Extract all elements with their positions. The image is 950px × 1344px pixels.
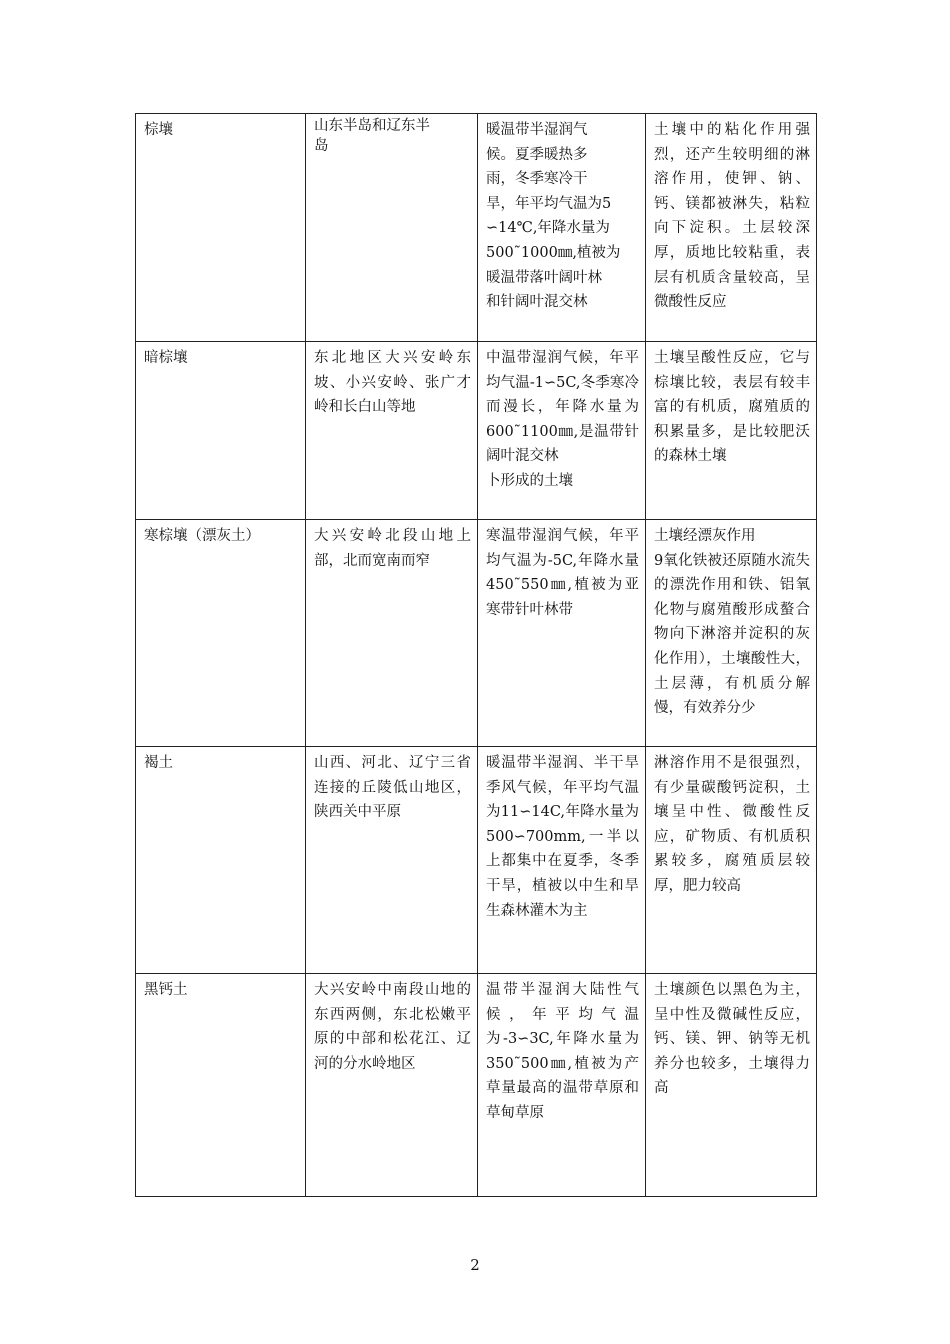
region-cell: 大兴安岭北段山地上部，北而宽南而窄 <box>306 520 478 747</box>
table-row <box>136 342 817 520</box>
soil-types-table <box>135 113 817 1197</box>
table-row <box>136 114 817 342</box>
climate-cell: 暖温带半湿润、半干旱季风气候，年平均气温为11∽14C,年降水量为500∽700mm,一半以上都集中在夏季，冬季干旱，植被以中生和旱生森林灌木为主 <box>478 747 646 974</box>
page-number: 2 <box>470 1256 480 1274</box>
feature-cell: 土壤颜色以黑色为主，呈中性及微碱性反应，钙、镁、钾、钠等无机养分也较多，土壤得力高 <box>646 974 817 1197</box>
climate-cell: 暖温带半湿润气 候。夏季暖热多 雨，冬季寒冷干 旱，年平均气温为5 ∽14℃,年降水量为 500˜1000㎜,植被为 暖温带落叶阔叶林 和针阔叶混交林 <box>478 114 646 342</box>
soil-name-cell: 暗棕壤 <box>136 342 306 520</box>
climate-cell: 寒温带湿润气候，年平均气温为-5C,年降水量450˜550㎜,植被为亚寒带针叶林带 <box>478 520 646 747</box>
climate-cell: 中温带湿润气候，年平均气温-1∽5C,冬季寒冷而漫长，年降水量为600˜1100㎜,是温带针阔叶混交林 卜形成的土壤 <box>478 342 646 520</box>
table-row <box>136 747 817 974</box>
region-cell: 大兴安岭中南段山地的东西两侧，东北松嫩平原的中部和松花江、辽河的分水岭地区 <box>306 974 478 1197</box>
feature-cell: 土壤中的粘化作用强烈，还产生较明细的淋溶作用，使钾、钠、钙、镁都被淋失，粘粒向下淀积。土层较深厚，质地比较粘重，表层有机质含量较高，呈微酸性反应 <box>646 114 817 342</box>
region-cell: 山西、河北、辽宁三省连接的丘陵低山地区，陕西关中平原 <box>306 747 478 974</box>
feature-cell: 淋溶作用不是很强烈，有少量碳酸钙淀积，土壤呈中性、微酸性反应，矿物质、有机质积累较多，腐殖质层较厚，肥力较高 <box>646 747 817 974</box>
climate-cell: 温带半湿润大陆性气候，年平均气温为-3∽3C,年降水量为350˜500㎜,植被为产草量最高的温带草原和草甸草原 <box>478 974 646 1197</box>
table-row <box>136 974 817 1197</box>
region-cell: 山东半岛和辽东半 岛 <box>306 114 478 342</box>
feature-cell: 土壤经漂灰作用 9氧化铁被还原随水流失的漂洗作用和铁、铝氧化物与腐殖酸形成螯合物向下淋溶并淀积的灰化作用），土壤酸性大，土层薄，有机质分解慢，有效养分少 <box>646 520 817 747</box>
soil-name-cell: 寒棕壤（漂灰土） <box>136 520 306 747</box>
soil-name-cell: 褐土 <box>136 747 306 974</box>
feature-cell: 土壤呈酸性反应，它与棕壤比较，表层有较丰富的有机质，腐殖质的积累量多，是比较肥沃的森林土壤 <box>646 342 817 520</box>
soil-name-cell: 棕壤 <box>136 114 306 342</box>
region-cell: 东北地区大兴安岭东坡、小兴安岭、张广才岭和长白山等地 <box>306 342 478 520</box>
table-row <box>136 520 817 747</box>
soil-name-cell: 黑钙土 <box>136 974 306 1197</box>
